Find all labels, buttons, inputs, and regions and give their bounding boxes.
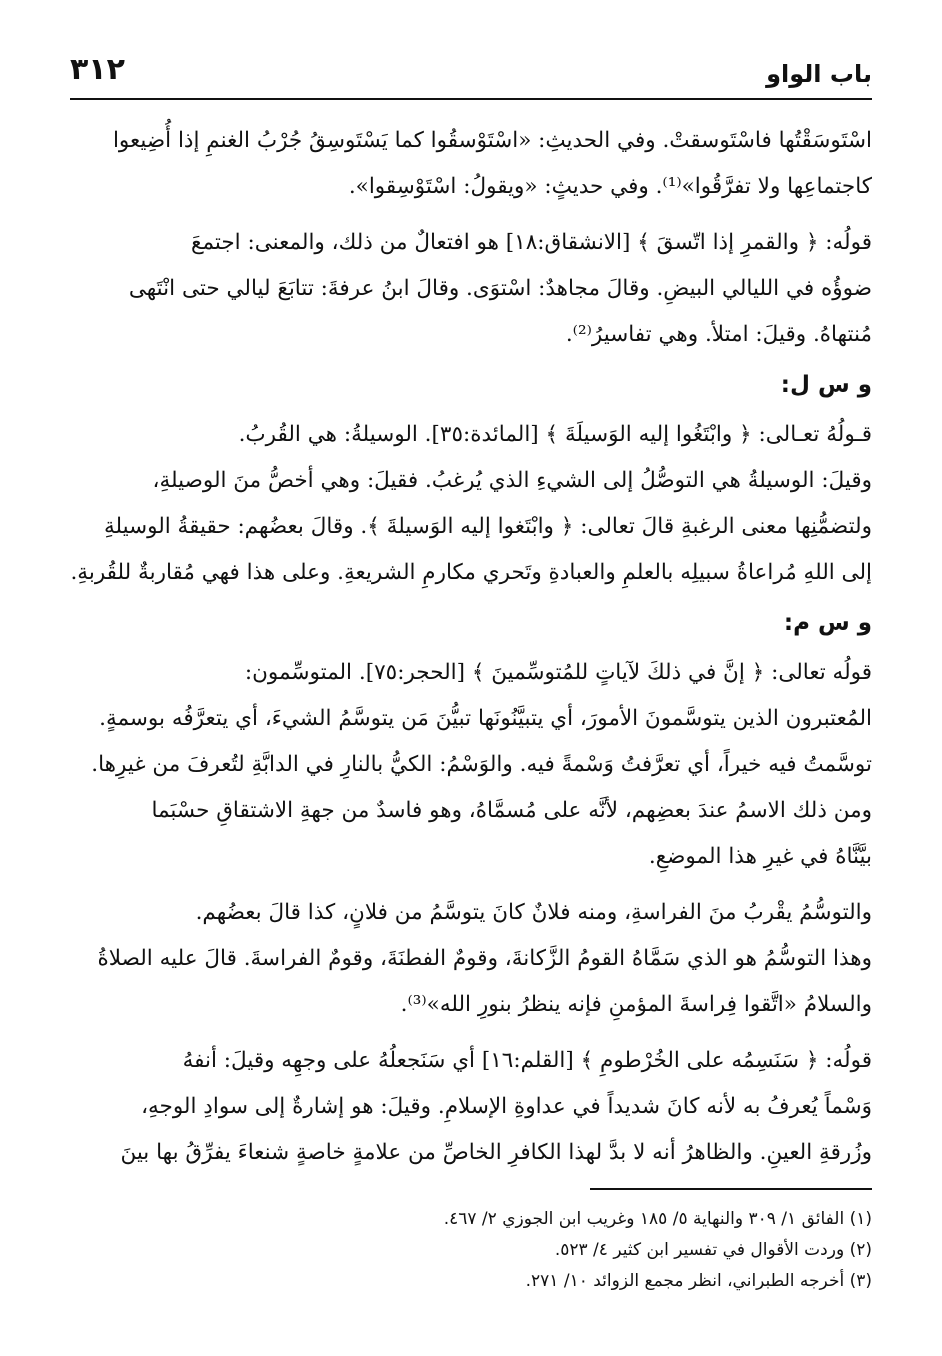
running-head: باب الواو	[766, 60, 872, 88]
root-heading: و س م:	[783, 610, 872, 636]
main-text	[70, 118, 872, 1176]
text-line: وزُرقةِ العينِ. والظاهرُ أنه لا بدَّ لهذا الكافرِ الخاصِّ من علامةٍ خاصةٍ شنعاءَ يفرِّقُ بها بينَ	[120, 1140, 872, 1165]
text-line: كاجتماعِها ولا تفرَّقُوا»⁽¹⁾. وفي حديثٍ: «ويقولُ: اسْتَوْسِقوا».	[348, 174, 872, 199]
text-line: إلى اللهِ مُراعاةُ سبيلِه بالعلمِ والعبادةِ وتَحري مكارمِ الشريعةِ. وعلى هذا فهي مُقاربةٌ للقُربةِ.	[70, 560, 872, 585]
text-line: ضوؤُه في الليالي البيضِ. وقالَ مجاهدٌ: اسْتوَى. وقالَ ابنُ عرفةَ: تتابَعَ ليالي حتى انْتَهى	[128, 276, 872, 301]
text-line: وقيلَ: الوسيلةُ هي التوصُّلُ إلى الشيءِ الذي يُرغبُ. فقيلَ: وهي أخصُّ منَ الوصيلةِ،	[152, 468, 872, 493]
footnotes	[70, 1204, 872, 1297]
footnote: (١) الفائق ١/ ٣٠٩ والنهاية ٥/ ١٨٥ وغريب ابن الجوزي ٢/ ٤٦٧.	[443, 1209, 872, 1229]
paragraph	[70, 1038, 872, 1176]
page-number: ٣١٢	[70, 52, 125, 87]
text-line: قولُه تعالى: ﴿ إنَّ في ذلكَ لآياتٍ للمُتوسِّمينَ ﴾ [الحجر:٧٥]. المتوسِّمون:	[244, 660, 872, 685]
text-line: المُعتبرون الذين يتوسَّمونَ الأمورَ، أي يتبيَّنُونَها تبيُّنَ مَن يتوسَّمُ الشيءَ، أي يتعرَّفُه بوسمةٍ.	[99, 706, 872, 731]
text-line: والسلامُ «اتَّقوا فِراسةَ المؤمنِ فإنه ينظرُ بنورِ الله»⁽³⁾.	[400, 992, 872, 1017]
footnote: (٣) أخرجه الطبراني، انظر مجمع الزوائد ١٠/ ٢٧١.	[525, 1271, 872, 1291]
text-line: اسْتَوسَقْتُها فاسْتَوسقتْ. وفي الحديثِ: «اسْتَوْسقُوا كما يَسْتَوسِقُ جُرْبُ الغنمِ إذا أُضِيعوا	[112, 128, 872, 153]
text-line: ولتضمُّنِها معنى الرغبةِ قالَ تعالى: ﴿ وابْتَغوا إليه الوَسيلةَ ﴾. وقالَ بعضُهم: حقيقةُ الوسيلةِ	[103, 514, 872, 539]
paragraph	[70, 890, 872, 1028]
text-line: ومن ذلك الاسمُ عندَ بعضِهم، لأنَّه على مُسمَّاهُ، وهو فاسدٌ من جهةِ الاشتقاقِ حسْبَما	[151, 798, 872, 823]
text-line: وَسْماً يُعرفُ به لأنه كانَ شديداً في عداوةِ الإسلامِ. وقيلَ: هو إشارةٌ إلى سوادِ الوجهِ،	[141, 1094, 872, 1119]
footnote: (٢) وردت الأقوال في تفسير ابن كثير ٤/ ٥٢٣.	[554, 1240, 872, 1260]
text-line: بيَّنَّاهُ في غيرِ هذا الموضعِ.	[648, 844, 872, 869]
page-header	[70, 52, 872, 100]
text-line: توسَّمتُ فيه خيراً، أي تعرَّفتُ وَسْمةً فيه. والوَسْمُ: الكيُّ بالنارِ في الدابَّةِ لتُعرفَ من غيرِها.	[91, 752, 872, 777]
paragraph	[70, 220, 872, 358]
text-line: مُنتهاهُ. وقيلَ: امتلأ. وهي تفاسيرُ⁽²⁾.	[565, 322, 872, 347]
paragraph	[70, 650, 872, 880]
text-line: قـولُهُ تعـالى: ﴿ وابْتَغُوا إليه الوَسيلَةَ ﴾ [المائدة:٣٥]. الوسيلةُ: هي القُربُ.	[238, 422, 872, 447]
text-line: قولُه: ﴿ والقمرِ إذا اتّسقَ ﴾ [الانشقاق:١٨] هو افتعالٌ من ذلك، والمعنى: اجتمعَ	[191, 230, 872, 255]
text-line: وهذا التوسُّمُ هو الذي سَمَّاهُ القومُ الزَّكانةَ، وقومٌ الفطنَةَ، وقومٌ الفراسةَ. قالَ عليه الصلاةُ	[97, 946, 872, 971]
paragraph	[70, 412, 872, 596]
footnote-divider	[590, 1188, 872, 1190]
text-line: قولُه: ﴿ سَنَسِمُه على الخُرْطومِ ﴾ [القلم:١٦] أي سَنَجعلُهُ على وجهِه وقيلَ: أنفهُ	[182, 1048, 872, 1073]
paragraph	[70, 118, 872, 210]
text-line: والتوسُّمُ يقْربُ منَ الفراسةِ، ومنه فلانٌ كانَ يتوسَّمُ من فلانٍ، كذا قالَ بعضُهم.	[195, 900, 872, 925]
root-heading: و س ل:	[780, 372, 872, 398]
